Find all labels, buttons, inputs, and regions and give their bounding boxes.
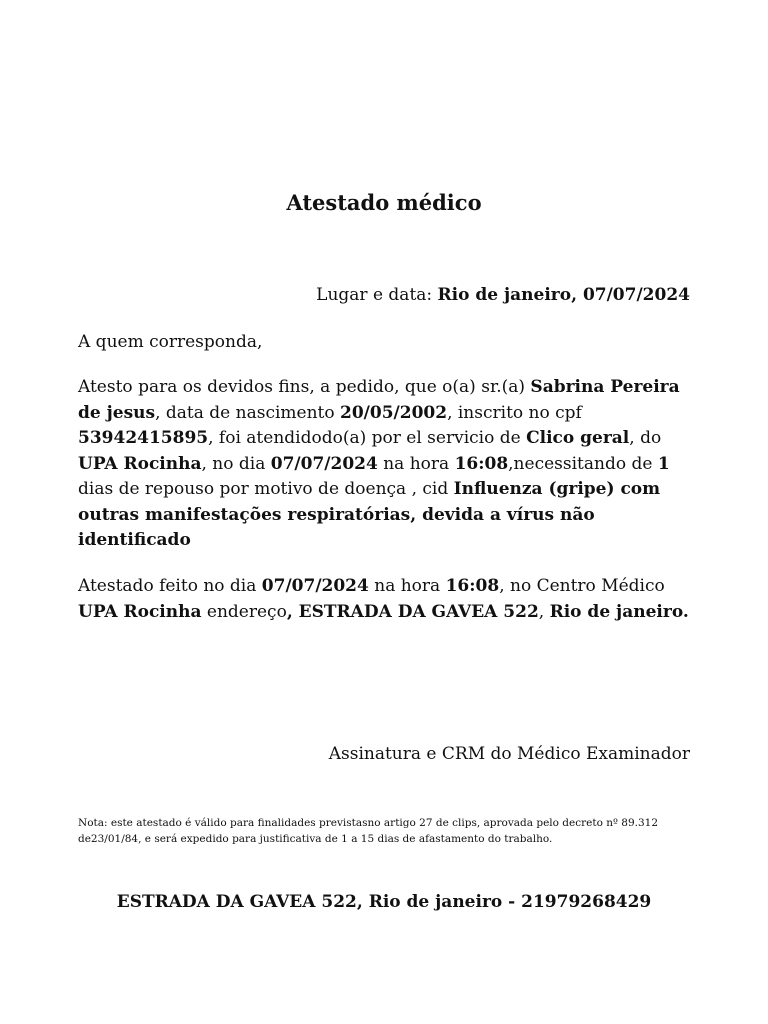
greeting: A quem corresponda, — [78, 332, 263, 352]
text-segment: , no dia — [201, 453, 271, 474]
place-date-line — [316, 285, 690, 305]
issue-date: 07/07/2024 — [261, 576, 369, 596]
signature-line: Assinatura e CRM do Médico Examinador — [328, 744, 690, 764]
birth-date: 20/05/2002 — [340, 402, 448, 423]
text-segment: , no Centro Médico — [499, 576, 665, 596]
cpf-number: 53942415895 — [78, 428, 209, 448]
text-segment: Atesto para os devidos fins, a pedido, que o(a) sr.(a) — [78, 377, 531, 397]
text-segment: na hora — [377, 453, 455, 474]
issue-address: , ESTRADA DA GAVEA 522 — [286, 601, 539, 622]
text-segment: ,necessitando de — [508, 453, 658, 474]
issuance-paragraph — [78, 574, 698, 625]
facility-name: UPA Rocinha — [78, 453, 202, 474]
place-date-label: Lugar e data: — [316, 285, 438, 305]
text-segment: , inscrito no cpf — [447, 402, 582, 423]
legal-note: Nota: este atestado é válido para finalidades previstasno artigo 27 de clips, aprovada pelo decreto nº 89.312 de23/01/84, e será expedido para justificativa de 1 a 15 dias de afastamento do trabalho. — [78, 817, 659, 845]
text-segment: endereço — [201, 601, 287, 622]
issue-facility: UPA Rocinha — [78, 601, 202, 622]
attestation-paragraph — [78, 375, 698, 554]
text-segment: na hora — [368, 576, 446, 596]
rest-days: 1 — [657, 453, 670, 474]
footer-address: ESTRADA DA GAVEA 522, Rio de janeiro - 21979268429 — [116, 892, 652, 912]
text-segment: , do — [629, 428, 662, 448]
document-title: Atestado médico — [286, 190, 482, 215]
text-segment: , foi atendidodo(a) por el servicio de — [208, 428, 527, 448]
cid-description: Influenza (gripe) com outras manifestações respiratórias, devida a vírus não identificado — [78, 479, 661, 550]
place-date-value: Rio de janeiro, 07/07/2024 — [437, 285, 690, 305]
service-name: Clico geral — [526, 428, 630, 448]
text-segment: dias de repouso por motivo de doença , cid — [78, 479, 454, 499]
text-segment: , — [538, 601, 550, 622]
text-segment: Atestado feito no dia — [78, 576, 262, 596]
visit-time: 16:08 — [454, 453, 509, 474]
patient-name: Sabrina Pereira de jesus — [78, 377, 680, 423]
issue-city: Rio de janeiro. — [549, 601, 689, 622]
visit-date: 07/07/2024 — [270, 453, 378, 474]
issue-time: 16:08 — [445, 576, 500, 596]
text-segment: , data de nascimento — [155, 402, 341, 423]
